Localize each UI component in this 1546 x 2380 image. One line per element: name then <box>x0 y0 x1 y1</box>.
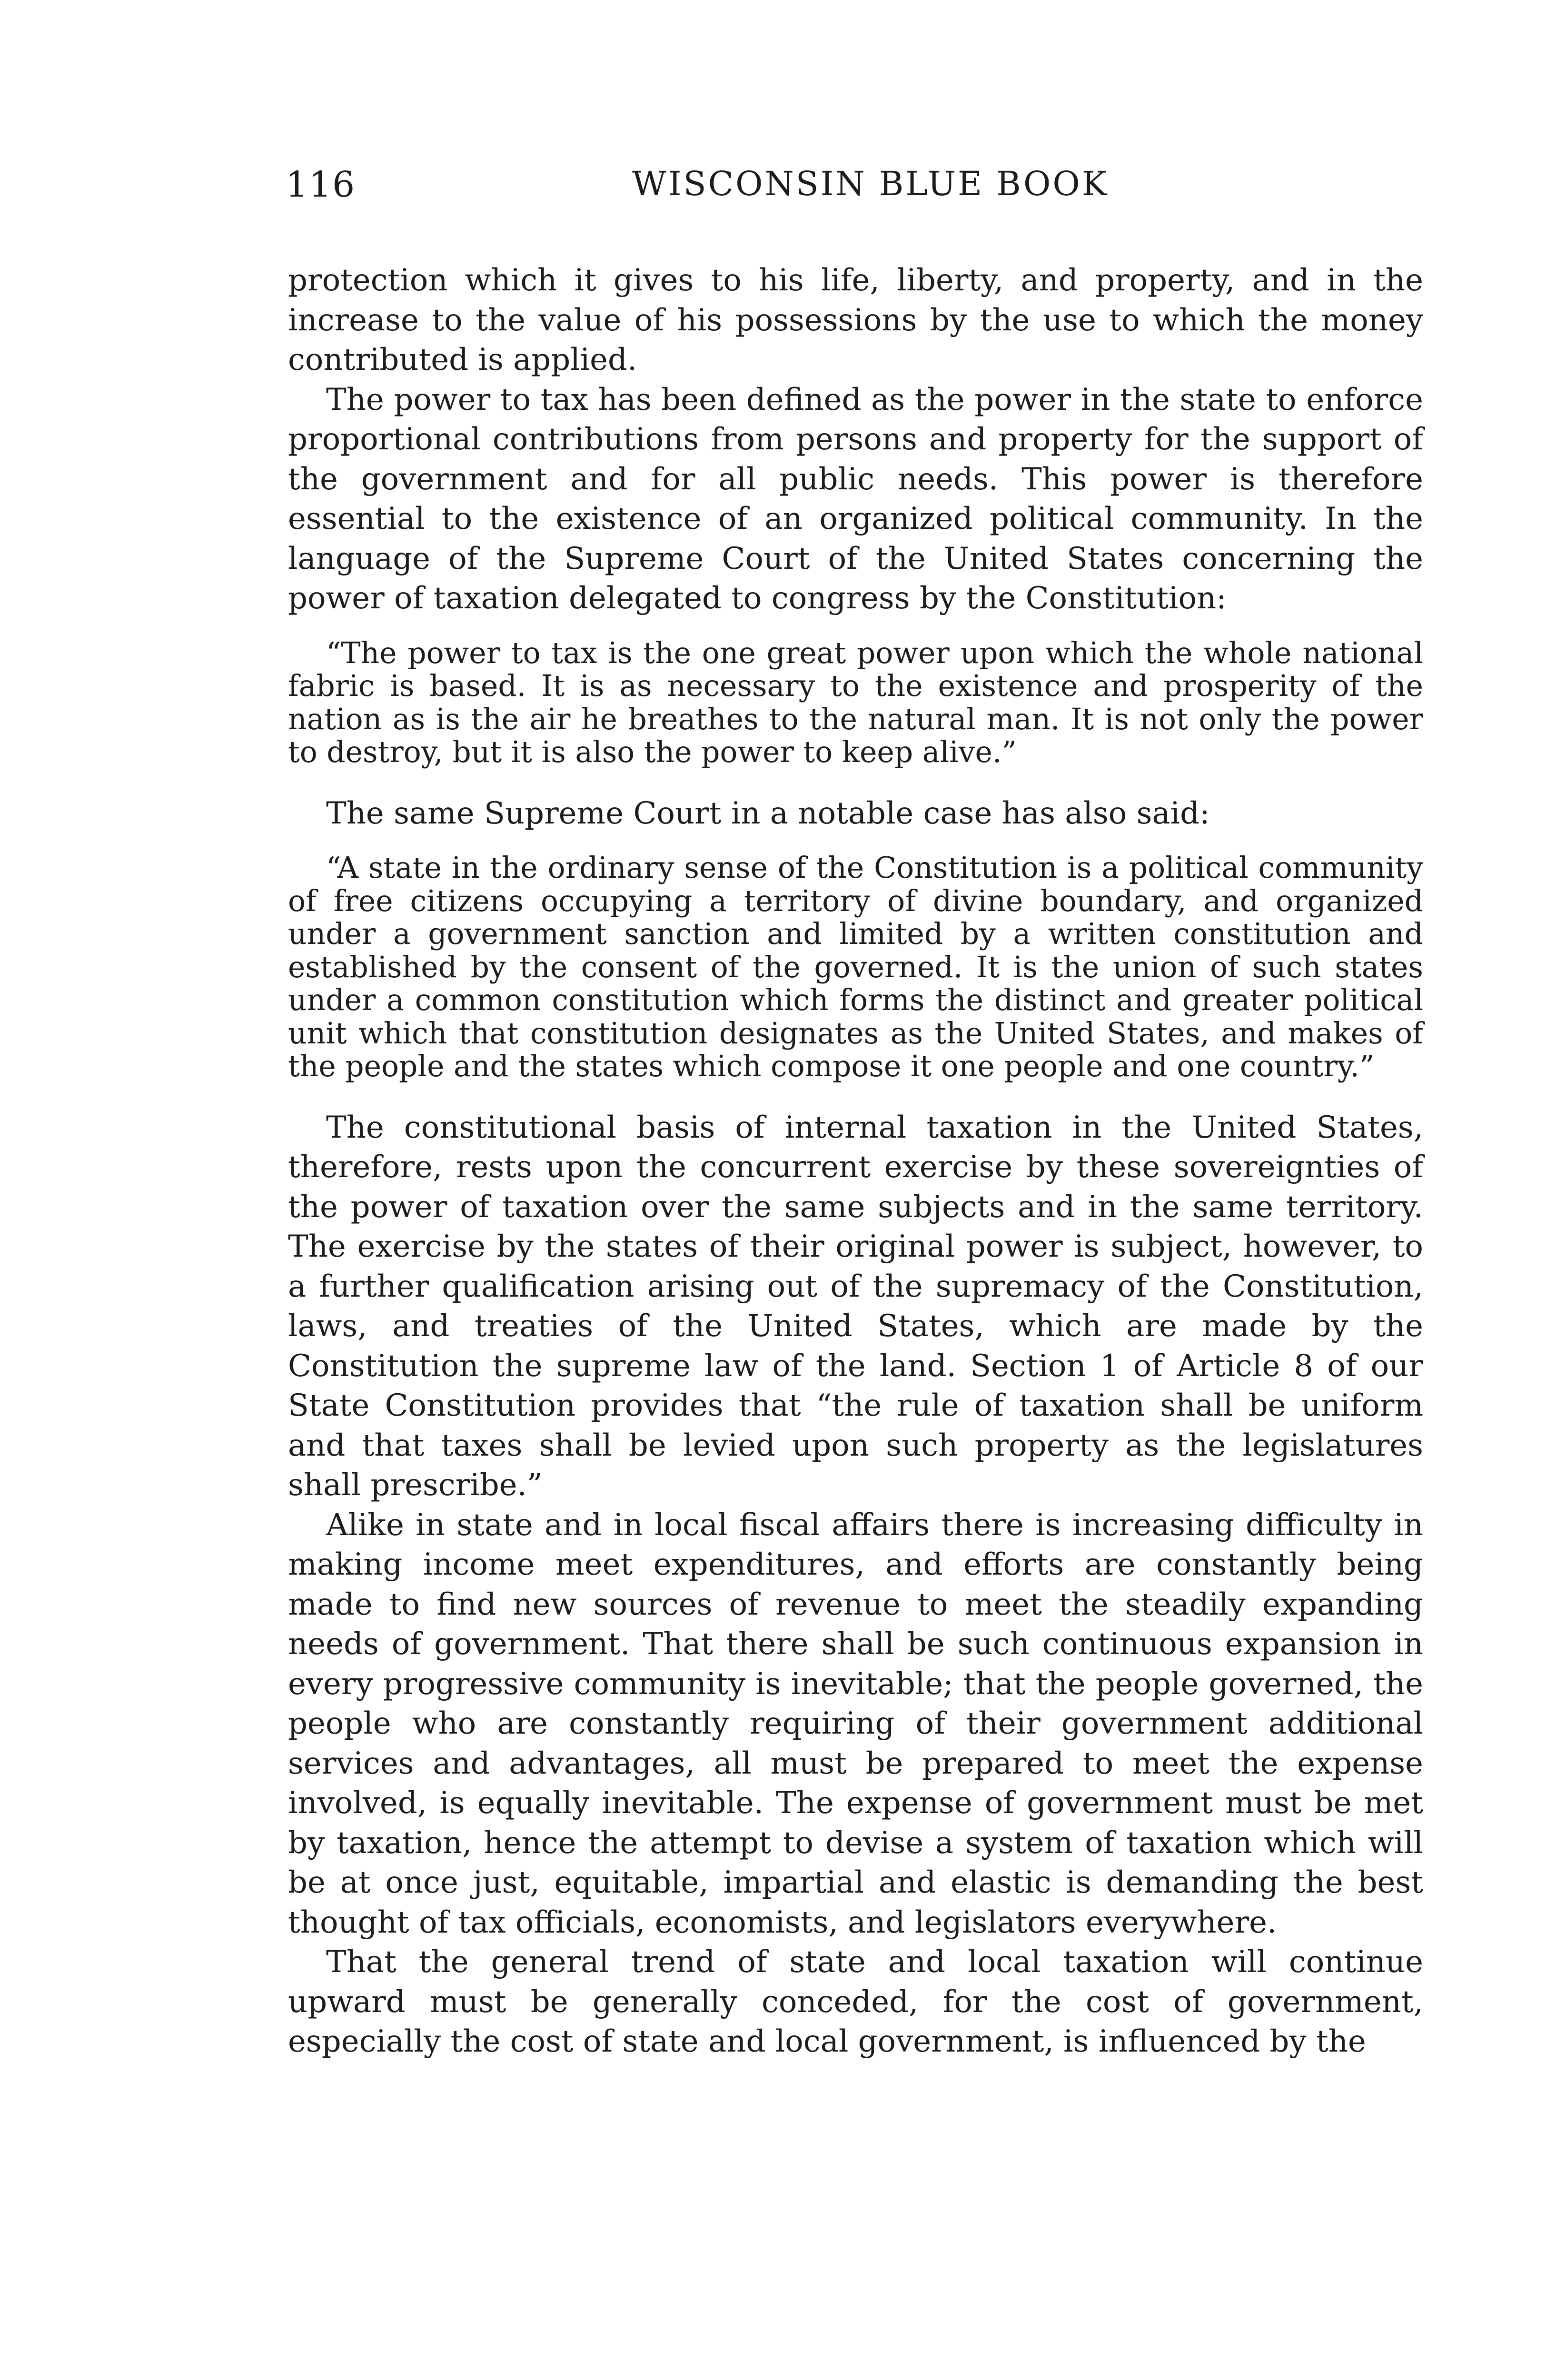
paragraph-6: That the general trend of state and local taxation will continue upward must be generally conceded, for the cost of government, especially the cost of state and local government, is influenced by the <box>288 1944 1423 2059</box>
paragraph-4: The constitutional basis of internal taxation in the United States, therefore, rests upon the concurrent exercise by these sovereignties of the power of taxation over the same subjects and in the same territory. The exercise by the states of their original power is subject, however, to a further qualification arising out of the supremacy of the Constitution, laws, and treaties of the United States, which are made by the Constitution the supreme law of the land. Section 1 of Article 8 of our State Constitution provides that “the rule of taxation shall be uniform and that taxes shall be levied upon such property as the legislatures shall prescribe.” <box>288 1110 1423 1503</box>
page-header <box>286 164 1423 217</box>
body-text <box>288 261 1423 2062</box>
block-quote-1: “The power to tax is the one great power upon which the whole national fabric is based. It is as necessary to the existence and prosperity of the nation as is the air he breathes to the natural man. It is not only the power to destroy, but it is also the power to keep alive.” <box>288 635 1423 769</box>
paragraph-1: protection which it gives to his life, liberty, and property, and in the increase to the value of his possessions by the use to which the money contributed is applied. <box>288 263 1423 377</box>
page-number: 116 <box>286 164 356 205</box>
paragraph-5: Alike in state and in local fiscal affairs there is increasing difficulty in making income meet expenditures, and efforts are constantly being made to find new sources of revenue to meet the steadily expanding needs of government. That there shall be such continuous expansion in every progressive community is inevitable; that the people governed, the people who are constantly requiring of their government additional services and advantages, all must be prepared to meet the expense involved, is equally inevitable. The expense of government must be met by taxation, hence the attempt to devise a system of taxation which will be at once just, equitable, impartial and elastic is demanding the best thought of tax officials, economists, and legislators everywhere. <box>288 1507 1423 1940</box>
running-head: WISCONSIN BLUE BOOK <box>632 164 1109 203</box>
block-quote-2: “A state in the ordinary sense of the Constitution is a political community of free citizens occupying a territory of divine boundary, and organized under a government sanction and limited by a written constitution and established by the consent of the governed. It is the union of such states under a common constitution which forms the distinct and greater political unit which that constitution designates as the United States, and makes of the people and the states which compose it one people and one country.” <box>288 851 1423 1083</box>
paragraph-2: The power to tax has been defined as the power in the state to enforce proportional contributions from persons and property for the support of the government and for all public needs. This power is therefore essential to the existence of an organized political community. In the language of the Supreme Court of the United States concerning the power of taxation delegated to congress by the Constitution: <box>288 382 1423 616</box>
paragraph-3: The same Supreme Court in a notable case has also said: <box>326 795 1210 831</box>
